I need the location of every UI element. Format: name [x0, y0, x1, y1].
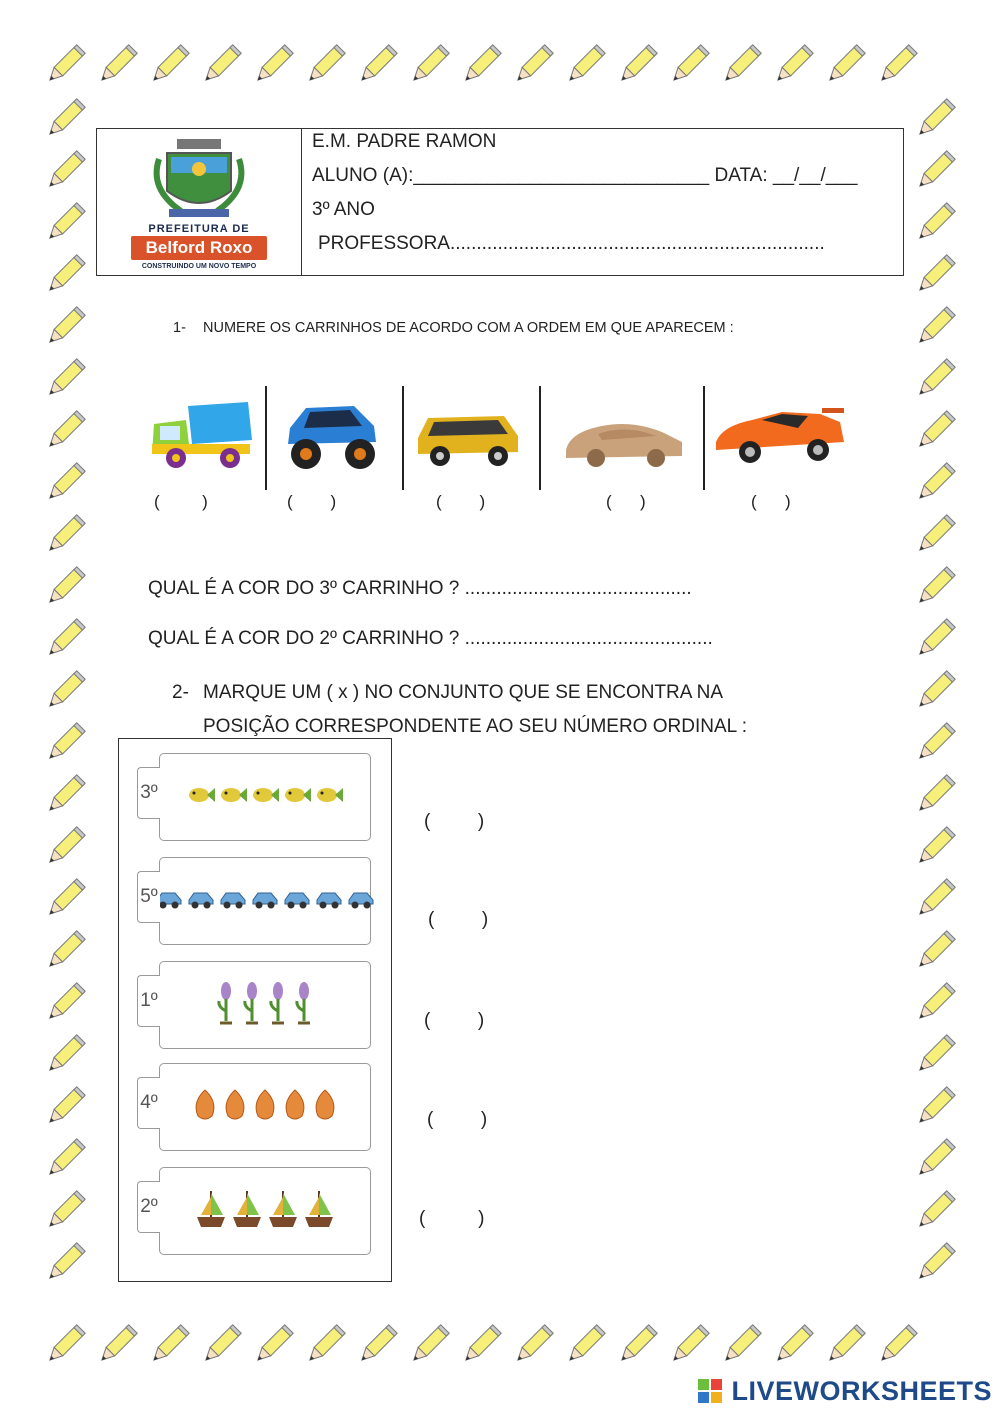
watermark: LIVEWORKSHEETS: [731, 1376, 992, 1406]
pencil-icon: [144, 42, 192, 90]
car-icon: [251, 888, 279, 915]
pencil-icon: [40, 304, 88, 352]
car-order-blank-3[interactable]: ( ): [436, 492, 486, 511]
car-divider: [402, 386, 404, 490]
answer-mark-4[interactable]: ( ): [427, 1109, 488, 1130]
car-divider: [703, 386, 705, 490]
pencil-icon: [40, 928, 88, 976]
car-icon: [347, 888, 375, 915]
boat-icon: [231, 1187, 263, 1236]
logo-name: Belford Roxo: [131, 236, 267, 260]
ordinal-label: 1º: [137, 975, 160, 1027]
leaf-icon: [192, 1088, 218, 1127]
pencil-icon: [404, 1322, 452, 1370]
boat-icon: [195, 1187, 227, 1236]
pencil-icon: [664, 42, 712, 90]
grade-line: 3º ANO: [312, 199, 375, 220]
pencil-icon: [456, 42, 504, 90]
pencil-icon: [352, 1322, 400, 1370]
pencil-icon: [910, 616, 958, 664]
ordinal-set: [159, 961, 371, 1049]
pencil-icon: [910, 512, 958, 560]
ordinal-set: [159, 1063, 371, 1151]
pencil-icon: [910, 148, 958, 196]
pencil-icon: [40, 460, 88, 508]
pencil-icon: [92, 42, 140, 90]
pencil-icon: [40, 1032, 88, 1080]
flower-icon: [241, 981, 263, 1030]
school-logo: [97, 129, 302, 275]
car-icon: [283, 888, 311, 915]
fish-icon: [251, 784, 279, 811]
question-1-number: 1-: [173, 320, 186, 336]
ordinal-set: [159, 857, 371, 945]
pencil-icon: [456, 1322, 504, 1370]
pencil-icon: [40, 772, 88, 820]
school-name: E.M. PADRE RAMON: [312, 131, 497, 152]
ordinal-label: 5º: [137, 871, 160, 923]
answer-mark-1[interactable]: ( ): [424, 811, 485, 832]
pencil-icon: [872, 1322, 920, 1370]
pencil-icon: [40, 1084, 88, 1132]
pencil-icon: [40, 616, 88, 664]
pencil-icon: [40, 148, 88, 196]
logo-slogan: CONSTRUINDO UM NOVO TEMPO: [141, 263, 257, 270]
pencil-icon: [768, 1322, 816, 1370]
color-question-2nd[interactable]: QUAL É A COR DO 2º CARRINHO ? ...............................................: [148, 628, 713, 649]
leaf-icon: [312, 1088, 338, 1127]
car-divider: [539, 386, 541, 490]
pencil-icon: [910, 564, 958, 612]
pencil-icon: [40, 1240, 88, 1288]
flower-icon: [267, 981, 289, 1030]
pencil-icon: [40, 96, 88, 144]
pencil-icon: [910, 928, 958, 976]
question-2-number: 2-: [172, 682, 189, 703]
pencil-icon: [768, 42, 816, 90]
answer-mark-3[interactable]: ( ): [424, 1010, 485, 1031]
wooden-car-icon: [562, 416, 687, 468]
ordinal-label: 3º: [137, 767, 160, 819]
pencil-icon: [248, 42, 296, 90]
pencil-icon: [144, 1322, 192, 1370]
boat-icon: [267, 1187, 299, 1236]
pencil-icon: [196, 1322, 244, 1370]
pencil-icon: [910, 96, 958, 144]
pencil-icon: [560, 1322, 608, 1370]
question-2-line1: MARQUE UM ( x ) NO CONJUNTO QUE SE ENCONTRA NA: [203, 682, 724, 703]
car-icon: [187, 888, 215, 915]
student-date-line[interactable]: ALUNO (A):____________________________ DATA: __/__/___: [312, 165, 858, 186]
ordinal-set: [159, 1167, 371, 1255]
pencil-icon: [664, 1322, 712, 1370]
pencil-icon: [910, 304, 958, 352]
pencil-icon: [40, 512, 88, 560]
car-order-blank-5[interactable]: ( ): [751, 492, 791, 511]
pencil-icon: [300, 42, 348, 90]
boat-icon: [303, 1187, 335, 1236]
pencil-icon: [910, 980, 958, 1028]
flower-icon: [293, 981, 315, 1030]
fish-icon: [187, 784, 215, 811]
pencil-icon: [40, 252, 88, 300]
coat-of-arms-icon: [97, 129, 301, 221]
pencil-icon: [910, 252, 958, 300]
pencil-icon: [910, 668, 958, 716]
pencil-icon: [910, 1188, 958, 1236]
color-question-3rd[interactable]: QUAL É A COR DO 3º CARRINHO ? ...........................................: [148, 578, 692, 599]
pencil-icon: [872, 42, 920, 90]
pencil-icon: [910, 200, 958, 248]
pencil-icon: [612, 1322, 660, 1370]
question-2: [172, 676, 747, 744]
car-order-blank-1[interactable]: ( ): [154, 492, 208, 511]
pencil-icon: [40, 200, 88, 248]
sports-car-icon: [712, 404, 847, 470]
pencil-icon: [508, 42, 556, 90]
pencil-icon: [40, 720, 88, 768]
car-divider: [265, 386, 267, 490]
ordinal-label: 2º: [137, 1181, 160, 1233]
pencil-icon: [612, 42, 660, 90]
pencil-icon: [40, 1136, 88, 1184]
teacher-line[interactable]: PROFESSORA.......................................................................: [318, 233, 825, 254]
pencil-icon: [910, 824, 958, 872]
flower-icon: [215, 981, 237, 1030]
question-2-line2: POSIÇÃO CORRESPONDENTE AO SEU NÚMERO ORDINAL :: [203, 716, 748, 737]
header-box: [96, 128, 904, 276]
pencil-icon: [248, 1322, 296, 1370]
suv-icon: [414, 410, 522, 468]
ordinal-set: [159, 753, 371, 841]
ordinal-sets-panel: [118, 738, 392, 1282]
pencil-icon: [352, 42, 400, 90]
car-order-blank-2[interactable]: ( ): [287, 492, 337, 511]
pencil-icon: [40, 668, 88, 716]
pencil-icon: [910, 1240, 958, 1288]
pencil-icon: [40, 1188, 88, 1236]
pencil-icon: [300, 1322, 348, 1370]
pencil-icon: [716, 1322, 764, 1370]
pencil-icon: [40, 408, 88, 456]
car-icon: [315, 888, 343, 915]
fish-icon: [315, 784, 343, 811]
pencil-icon: [508, 1322, 556, 1370]
pencil-icon: [910, 356, 958, 404]
ordinal-label: 4º: [137, 1077, 160, 1129]
pencil-icon: [910, 460, 958, 508]
pencil-icon: [910, 1136, 958, 1184]
pencil-icon: [40, 824, 88, 872]
question-1: [173, 320, 734, 336]
answer-mark-2[interactable]: ( ): [428, 909, 489, 930]
pencil-icon: [910, 1084, 958, 1132]
pencil-icon: [404, 42, 452, 90]
pencil-icon: [910, 1032, 958, 1080]
pencil-icon: [40, 42, 88, 90]
pencil-icon: [910, 720, 958, 768]
fish-icon: [219, 784, 247, 811]
pencil-icon: [560, 42, 608, 90]
pencil-icon: [716, 42, 764, 90]
monster-truck-icon: [282, 398, 382, 474]
pencil-icon: [40, 876, 88, 924]
pencil-icon: [40, 1322, 88, 1370]
pencil-icon: [40, 356, 88, 404]
car-icon: [219, 888, 247, 915]
answer-mark-5[interactable]: ( ): [419, 1208, 485, 1229]
pencil-icon: [910, 772, 958, 820]
liveworksheets-logo-icon: [698, 1379, 722, 1403]
dump-truck-icon: [148, 398, 253, 470]
logo-title: PREFEITURA DE: [148, 223, 250, 235]
leaf-icon: [252, 1088, 278, 1127]
pencil-icon: [40, 980, 88, 1028]
fish-icon: [283, 784, 311, 811]
car-order-blank-4[interactable]: ( ): [606, 492, 646, 511]
question-1-text: NUMERE OS CARRINHOS DE ACORDO COM A ORDEM EM QUE APARECEM :: [203, 320, 734, 336]
pencil-icon: [820, 1322, 868, 1370]
pencil-icon: [910, 408, 958, 456]
leaf-icon: [222, 1088, 248, 1127]
pencil-icon: [820, 42, 868, 90]
pencil-icon: [92, 1322, 140, 1370]
leaf-icon: [282, 1088, 308, 1127]
pencil-icon: [910, 876, 958, 924]
pencil-icon: [196, 42, 244, 90]
pencil-icon: [40, 564, 88, 612]
